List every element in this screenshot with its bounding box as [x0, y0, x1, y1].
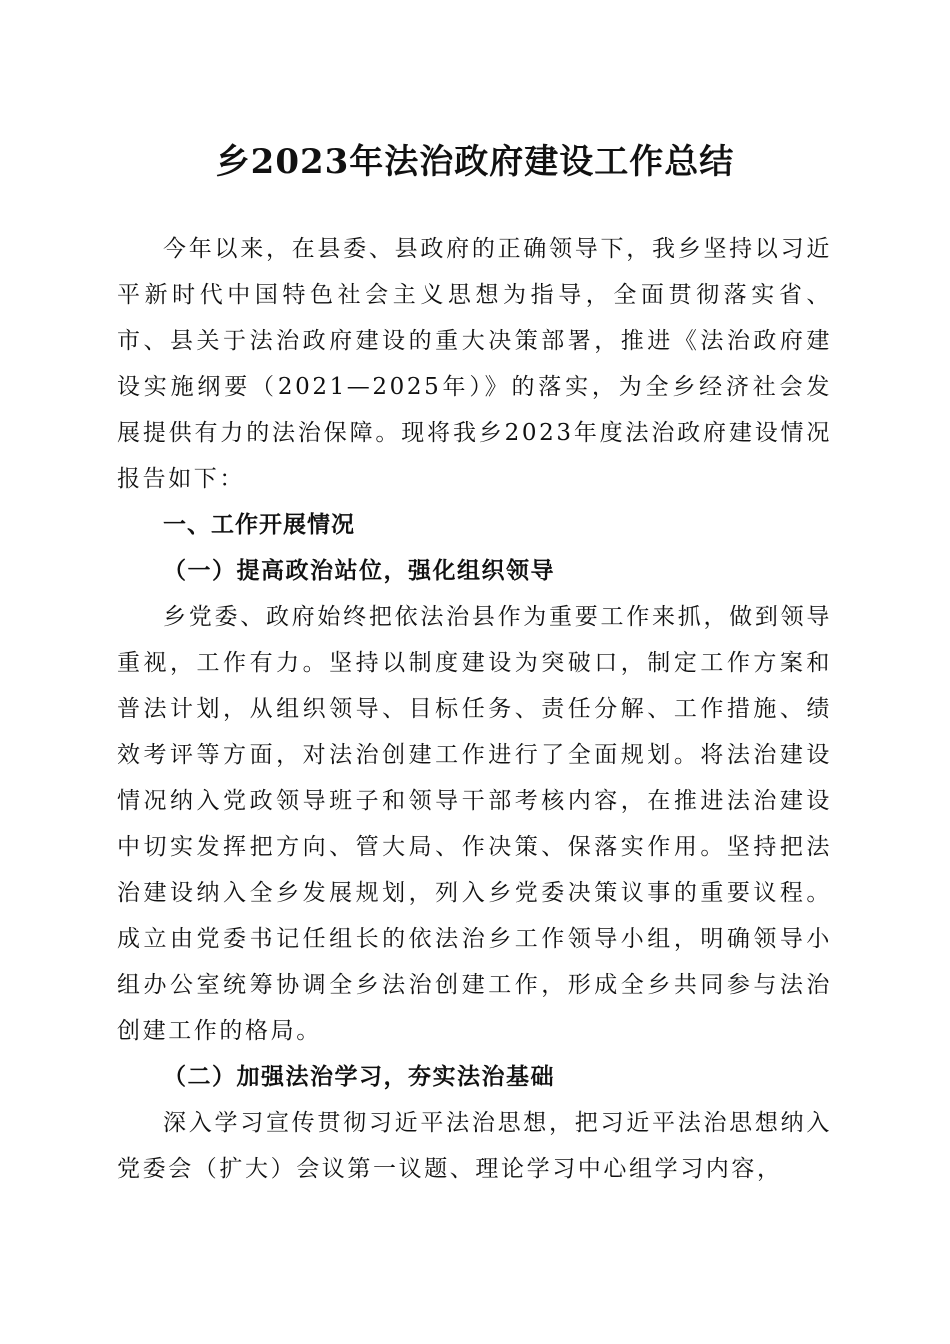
intro-paragraph: 今年以来，在县委、县政府的正确领导下，我乡坚持以习近平新时代中国特色社会主义思想为指导，全面贯彻落实省、市、县关于法治政府建设的重大决策部署，推进《法治政府建设实施纲要（2021—2025年）》的落实，为全乡经济社会发展提供有力的法治保障。现将我乡2023年度法治政府建设情况报告如下： [117, 236, 832, 492]
subsection-heading-2: （二）加强法治学习，夯实法治基础 [163, 1063, 555, 1090]
section-heading-1: 一、工作开展情况 [163, 512, 355, 538]
document-title: 乡2023年法治政府建设工作总结 [215, 142, 735, 182]
subsection-1-paragraph: 乡党委、政府始终把依法治县作为重要工作来抓，做到领导重视，工作有力。坚持以制度建设为突破口，制定工作方案和普法计划，从组织领导、目标任务、责任分解、工作措施、绩效考评等方面，对法治创建工作进行了全面规划。将法治建设情况纳入党政领导班子和领导干部考核内容，在推进法治建设中切实发挥把方向、管大局、作决策、保落实作用。坚持把法治建设纳入全乡发展规划，列入乡党委决策议事的重要议程。成立由党委书记任组长的依法治乡工作领导小组，明确领导小组办公室统筹协调全乡法治创建工作，形成全乡共同参与法治创建工作的格局。 [117, 604, 832, 1044]
document-body [117, 226, 832, 1192]
subsection-heading-1: （一）提高政治站位，强化组织领导 [163, 557, 555, 584]
subsection-2-paragraph: 深入学习宣传贯彻习近平法治思想，把习近平法治思想纳入党委会（扩大）会议第一议题、理论学习中心组学习内容， [117, 1110, 832, 1182]
